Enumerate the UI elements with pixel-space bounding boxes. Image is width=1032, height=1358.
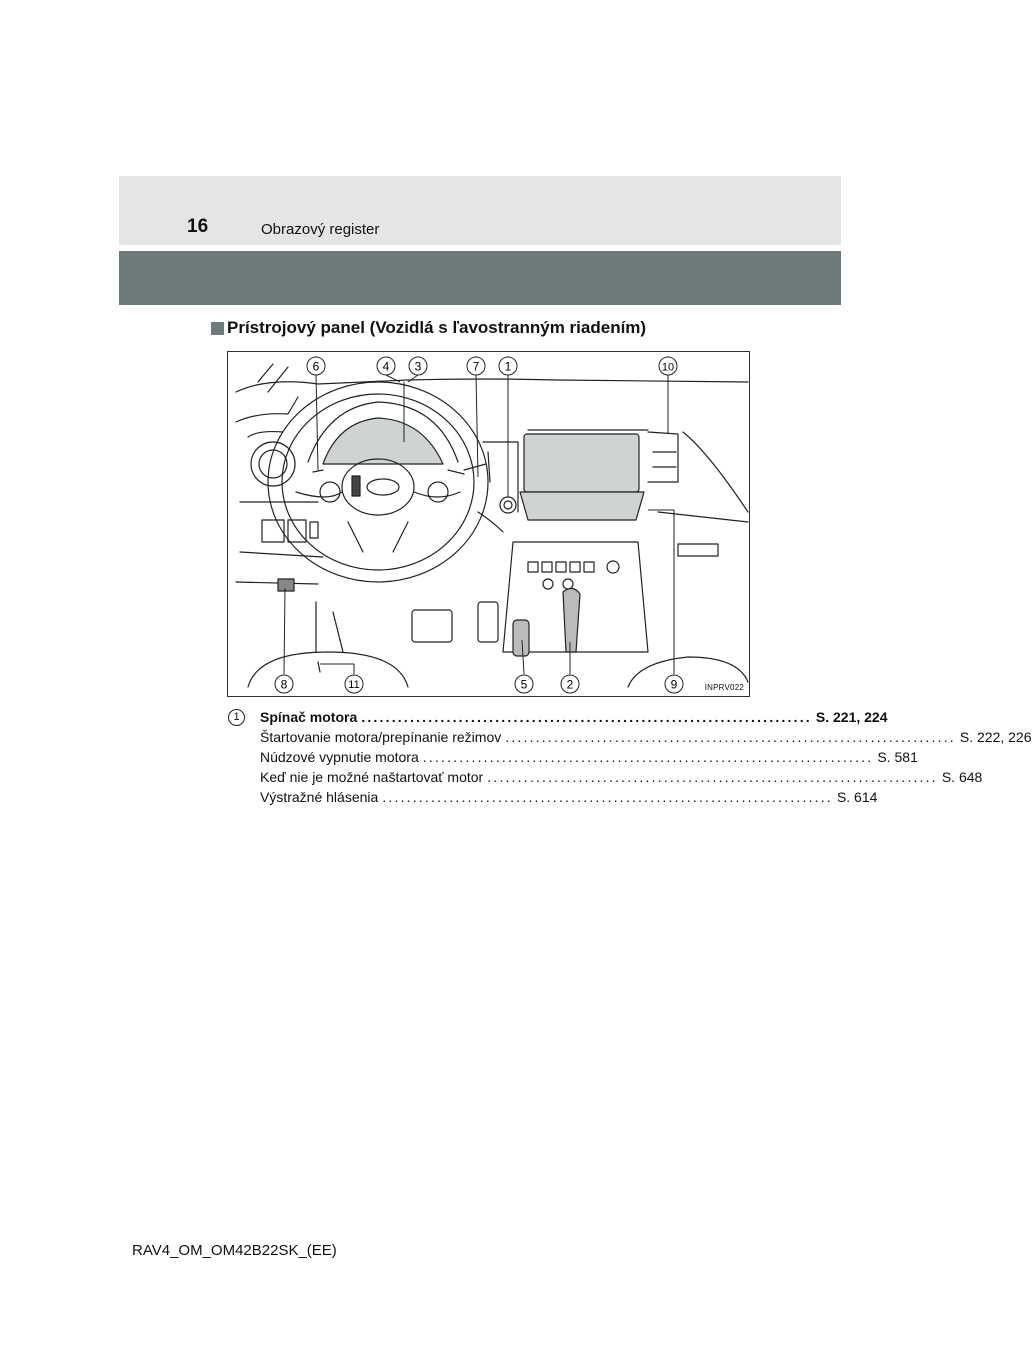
dashboard-illustration [228, 352, 749, 696]
list-item [260, 769, 983, 785]
callout-10: 10 [661, 361, 675, 374]
item-pages: S. 614 [836, 789, 878, 805]
item-pages: S. 222, 226 [959, 729, 1032, 745]
callout-8: 8 [280, 677, 288, 692]
entry-number-badge: 1 [228, 709, 245, 726]
dot-leader: .......................................................................... [382, 789, 833, 805]
item-label: Výstražné hlásenia [260, 789, 379, 805]
footer-code: RAV4_OM_OM42B22SK_(EE) [132, 1242, 337, 1259]
item-label: Keď nie je možné naštartovať motor [260, 769, 484, 785]
top-callouts [307, 357, 677, 375]
dot-leader: .......................................................................... [487, 769, 938, 785]
item-label: Štartovanie motora/prepínanie režimov [260, 729, 502, 745]
dot-leader: .......................................................................... [505, 729, 956, 745]
section-heading-text: Prístrojový panel (Vozidlá s ľavostranným riadením) [227, 318, 647, 337]
list-item [260, 749, 918, 765]
entry-title: Spínač motora [260, 709, 358, 725]
list-item [260, 729, 1032, 745]
callout-3: 3 [414, 359, 422, 374]
callout-9: 9 [670, 677, 678, 692]
callout-6: 6 [312, 359, 320, 374]
entry-title-row [260, 709, 888, 725]
header-dark-band [119, 251, 841, 305]
square-bullet-icon [211, 322, 224, 335]
callout-7: 7 [472, 359, 480, 374]
callout-5: 5 [520, 677, 528, 692]
section-heading [211, 318, 646, 338]
callout-2: 2 [566, 677, 574, 692]
item-pages: S. 581 [877, 749, 918, 765]
callout-1: 1 [504, 359, 512, 374]
item-label: Núdzové vypnutie motora [260, 749, 419, 765]
list-item [260, 789, 878, 805]
item-pages: S. 648 [941, 769, 983, 785]
callout-4: 4 [382, 359, 390, 374]
entry-title-pages: S. 221, 224 [815, 709, 888, 725]
dashboard-figure [227, 351, 750, 697]
figure-code: INPRV022 [704, 683, 744, 692]
dot-leader: .......................................................................... [361, 709, 812, 725]
header-band [119, 176, 841, 245]
page-number: 16 [187, 216, 209, 237]
callout-11: 11 [348, 679, 360, 691]
bottom-callouts [275, 675, 683, 693]
dot-leader: .......................................................................... [422, 749, 874, 765]
section-title: Obrazový register [261, 221, 380, 238]
